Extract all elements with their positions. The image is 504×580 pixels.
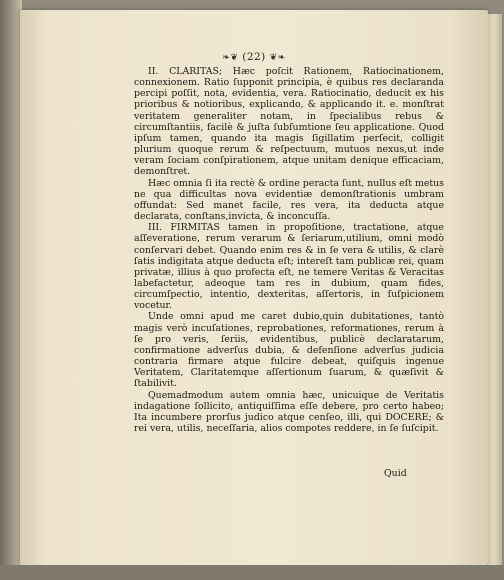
paragraph-claritas: II. CLARITAS; Hæc poſcit Rationem, Ratiocinationem, connexionem. Ratio ſupponit principia, è quibus res declaranda percipi poſſit, nota, evidentia, vera. Ratiocinatio, deducit ex his prioribus & notioribus, explicando, & applicando it. e. monſtrat veritatem generaliter notam, in ſpecialibus rebus & circumſtantiis, facilè & juſta ſubſumtione ſeu applicatione. Quod ipſum tamen, quando ita magis ſigillatim perſecit, colligit plurium quoque rerum & reſpectuum, mutuos nexus,ut inde veram ſociam conſpirationem, atque unitam denique efficaciam, demonſtret. — [134, 66, 444, 178]
body-text — [134, 66, 444, 434]
page-header — [20, 51, 488, 63]
page-edge — [488, 14, 502, 569]
ornament-left-icon: ❧❦ — [222, 53, 239, 63]
left-page-gutter — [0, 0, 22, 580]
book-page — [20, 10, 488, 565]
paragraph-firmitas: III. FIRMITAS tamen in propoſitione, tractatione, atque aſſeveratione, rerum verarum & ſeriarum,utilium, omni modò conſervari debet. Quando enim res & in ſe vera & utilis, & clarè ſatis indigitata atque deducta eſt; intereſt tam publicæ rei, quam privatæ, illius à quo profecta eſt, ne temere Veritas & Veracitas labefactetur, adeoque tam res in dubium, quam fides, circumſpectio, intentio, dexteritas, aſſertoris, in ſuſpicionem vocetur. — [134, 222, 444, 312]
scan-background — [0, 565, 504, 580]
paragraph-quemadmodum: Quemadmodum autem omnia hæc, unicuique de Veritatis indagatione ſollicito, antiquiſſima eſſe debere, pro certo habeo; Ita incumbere prorſus judico atque cenſeo, illi, qui DOCERE; & rei vera, utilis, neceſſaria, alios compotes reddere, in ſe ſuſcipit. — [134, 389, 444, 434]
paragraph-unde: Unde omni apud me caret dubio,quin dubitationes, tantò magis verò incuſationes, reprobationes, reformationes, rerum à ſe pro veris, ſeriis, evidentibus, publicè declaratarum, confirmatione adverſus dubia, & defenſione adverſus judicia contraria firmare atque fulcire debeat, quiſquis ingenue Veritatem, Claritatemque aſſertionum ſuarum, & quæſivit & ſtabilivit. — [134, 311, 444, 390]
paragraph-haec-omnia: Hæc omnia ſi ita rectè & ordine peracta ſunt, nullus eſt metus ne qua difficultas nova evidentiæ demonſtrationis umbram offundat: Sed manet facile, res vera, ita deducta atque declarata, conſtans,invicta, & inconcuſſa. — [134, 177, 444, 223]
catchword: Quid — [384, 468, 407, 479]
page-number: (22) — [242, 51, 266, 63]
ornament-right-icon: ❦❧ — [269, 53, 286, 63]
